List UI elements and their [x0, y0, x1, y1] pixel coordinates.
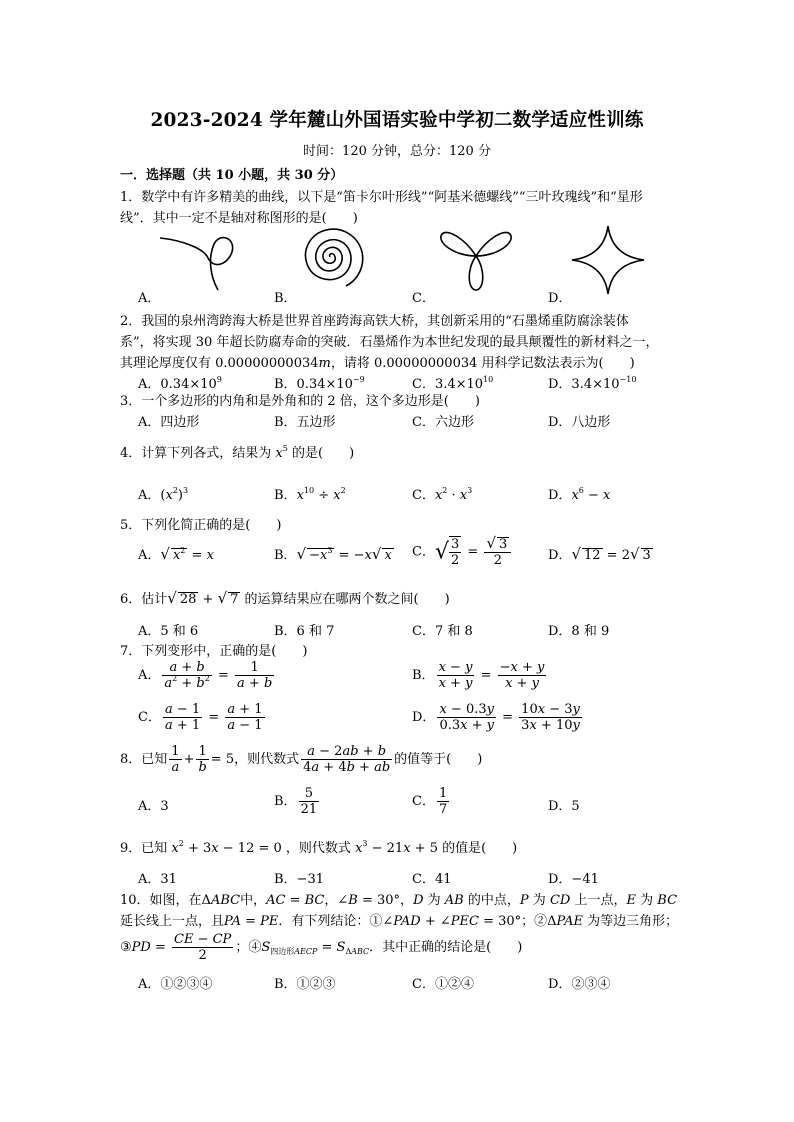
q7-option-c-label: C．: [138, 710, 161, 725]
page-title: 2023-2024 学年麓山外国语实验中学初二数学适应性训练: [150, 110, 644, 131]
q2-text-rest: ，请将 0.00000000034 用科学记数法表示为( ): [330, 356, 635, 371]
q5-option-d-label: D．: [548, 548, 572, 563]
q10-text-3b: ；④: [235, 940, 262, 955]
q7-option-c[interactable]: C． $\frac{a - 1}{a + 1}$ = $\frac{a + 1}{a - 1}$: [138, 702, 263, 733]
q8-option-b-label: B．: [274, 794, 297, 809]
q4-stem-rest: 的是( ): [292, 446, 355, 461]
q3-option-b[interactable]: B．五边形: [274, 415, 336, 430]
q2-stem-line3: [120, 352, 635, 371]
q10-quad-subscript: 四边形: [270, 947, 295, 956]
q5-option-c[interactable]: C．√ $\frac{3}{2}$ = $\frac{√ 3}{2}$: [412, 536, 513, 568]
q5-option-d[interactable]: D．√ 12 = 2√ 3: [548, 545, 651, 563]
q4-option-b[interactable]: B．$x^{10} \div x^2$: [274, 486, 346, 503]
q2-option-c-text: C．3.4×10: [412, 377, 484, 392]
q10-option-b[interactable]: B．①②③: [274, 977, 336, 992]
q9-stem-mid: ，则代数式: [285, 841, 351, 856]
q10-text-3c: ．其中正确的结论是( ): [369, 940, 523, 955]
q8-stem: 8．已知 $\frac{1}{a}$ + $\frac{1}{b}$ = 5，则代数式 $\frac{a - 2ab + b}{4a + 4b + ab}$ 的值等于( ): [120, 744, 483, 775]
q4-option-a-label: A．: [138, 488, 161, 503]
q1-stem-line2: 线”．其中一定不是轴对称图形的是( ): [120, 211, 358, 226]
q4-option-c-label: C．: [412, 488, 435, 503]
q1-option-a[interactable]: A．: [138, 291, 161, 306]
folium-curve-figure: [158, 226, 248, 292]
q10-text-1e: 为: [427, 893, 441, 908]
q2-option-a-exp: 9: [216, 375, 222, 384]
q9-stem-text: 9．已知: [120, 841, 168, 856]
q1-option-b[interactable]: B．: [274, 291, 297, 306]
q7-option-d-label: D．: [412, 710, 436, 725]
q10-text-2a: 延长线上一点，且: [120, 914, 225, 929]
q5-option-b-label: B．: [274, 548, 297, 563]
q10-stem-line3: ③PD = $\frac{CE - CP}{2}$ ；$④S_{四边形AECP} = S_{\Delta ABC}$．其中正确的结论是( ): [120, 932, 523, 963]
q10-option-d[interactable]: D．②③④: [548, 977, 611, 992]
q6-stem-text: 6．估计: [120, 592, 168, 607]
q3-stem: 3．一个多边形的内角和是外角和的 2 倍，这个多边形是( ): [120, 394, 480, 409]
q10-option-c[interactable]: C．①②④: [412, 977, 474, 992]
q5-option-b[interactable]: B．√ $-x^3 = -x√$ x: [274, 545, 392, 563]
q6-option-d[interactable]: D．8 和 9: [548, 624, 610, 639]
q6-option-b[interactable]: B．6 和 7: [274, 624, 335, 639]
q2-option-c-exp: 10: [483, 375, 494, 384]
q7-option-a-label: A．: [138, 668, 161, 683]
q10-text-1h: 上一点，: [574, 893, 627, 908]
q2-option-b-text: B．0.34×10: [274, 377, 353, 392]
q8-option-d[interactable]: D．5: [548, 799, 580, 814]
q9-option-a[interactable]: A．31: [138, 872, 177, 887]
q4-stem: 4．计算下列各式，结果为 $x^5$ 的是( ): [120, 444, 355, 461]
q2-option-b-exp: −9: [352, 375, 365, 384]
q10-text-3a: ③: [120, 940, 132, 955]
q8-stem-rest: 的值等于( ): [394, 752, 483, 767]
spiral-curve-figure: [292, 220, 368, 294]
q8-option-c[interactable]: C． $\frac{1}{7}$: [412, 786, 448, 817]
q6-option-c[interactable]: C．7 和 8: [412, 624, 473, 639]
q4-option-d-label: D．: [548, 488, 572, 503]
q8-option-b[interactable]: B． $\frac{5}{21}$: [274, 786, 318, 817]
q8-stem-mid: ，则代数式: [234, 752, 300, 767]
q7-option-a[interactable]: A． $\frac{a + b}{a^2 + b^2}$ = $\frac{1}{a + b}$: [138, 660, 273, 691]
q9-option-c[interactable]: C．41: [412, 872, 452, 887]
q6-stem-rest: 的运算结果应在哪两个数之间( ): [244, 592, 450, 607]
q8-stem-text: 8．已知: [120, 752, 168, 767]
q2-stem-line2: 系”，将实现 30 年超长防腐寿命的突破．石墨烯作为本世纪发现的最具颠覆性的新材料之一，: [120, 335, 659, 350]
q9-option-b[interactable]: B．−31: [274, 872, 324, 887]
q10-text-1f: 的中点，: [467, 893, 520, 908]
q3-option-c[interactable]: C．六边形: [412, 415, 474, 430]
q6-stem: 6．估计√ 28 + √ 7 的运算结果应在哪两个数之间( ): [120, 589, 450, 607]
q2-stem-line1: 2．我国的泉州湾跨海大桥是世界首座跨海高铁大桥，其创新采用的“石墨烯重防腐涂装体: [120, 314, 629, 329]
q4-option-c[interactable]: C．$x^2 \cdot x^3$: [412, 486, 473, 503]
exam-info: 时间：120 分钟，总分：120 分: [303, 144, 491, 159]
q4-option-b-label: B．: [274, 488, 297, 503]
q10-text-2d: 为等边三角形；: [587, 914, 679, 929]
q9-option-d[interactable]: D．−41: [548, 872, 599, 887]
q2-text: 其理论厚度仅有 0.00000000034: [120, 356, 319, 371]
q2-option-d-text: D．3.4×10: [548, 377, 620, 392]
q9-stem-rest: 的值是( ): [442, 841, 518, 856]
q3-option-a[interactable]: A．四边形: [138, 415, 200, 430]
section-heading: 一．选择题（共 10 小题，共 30 分）: [120, 168, 344, 183]
q10-text-1d: ，: [400, 893, 414, 908]
three-leaf-rose-figure: [436, 222, 516, 294]
q10-text-2c: ；②: [521, 914, 548, 929]
q5-stem: 5．下列化简正确的是( ): [120, 518, 282, 533]
q4-option-d[interactable]: D．$x^6 - x$: [548, 486, 611, 503]
q1-option-c[interactable]: C．: [412, 291, 435, 306]
q7-option-d[interactable]: D． $\frac{x - 0.3y}{0.3x + y}$ = $\frac{10x - 3y}{3x + 10y}$: [412, 702, 580, 733]
q2-option-d[interactable]: [548, 373, 636, 392]
q6-option-a[interactable]: A．5 和 6: [138, 624, 199, 639]
q2-option-d-exp: −10: [619, 375, 637, 384]
q10-text-1b: 中，: [240, 893, 267, 908]
q10-text-1c: ，: [324, 893, 338, 908]
q10-text-2b: ．有下列结论：①: [278, 914, 383, 929]
q4-option-a[interactable]: A．$(x^2)^3$: [138, 486, 189, 503]
q10-text-1g: 为: [532, 893, 546, 908]
q7-option-b[interactable]: B． $\frac{x - y}{x + y}$ = $\frac{-x + y}{x + y}$: [412, 660, 545, 691]
q5-option-a[interactable]: A．√ $x^2 = x$: [138, 545, 214, 563]
q5-option-a-label: A．: [138, 548, 161, 563]
q10-option-a[interactable]: A．①②③④: [138, 977, 213, 992]
q10-stem-line1: 10．如图，在ΔABC中，AC = BC，∠B = 30°，D 为 AB 的中点，P 为 CD 上一点，E 为 BC: [120, 893, 678, 908]
q10-text-1i: 为: [640, 893, 654, 908]
q7-option-b-label: B．: [412, 668, 435, 683]
q5-option-c-label: C．: [412, 544, 435, 560]
q4-stem-text: 4．计算下列各式，结果为: [120, 446, 272, 461]
q2-option-a-text: A．0.34×10: [138, 377, 217, 392]
q10-stem-line2: 延长线上一点，且PA = PE．有下列结论：①∠PAD + ∠PEC = 30°；②ΔPAE 为等边三角形；: [120, 914, 679, 929]
q1-stem-line1: 1．数学中有许多精美的曲线，以下是“笛卡尔叶形线”“阿基米德螺线”“三叶玫瑰线”和“星形: [120, 190, 643, 205]
q2-unit: m: [318, 356, 331, 371]
q8-option-a[interactable]: A．3: [138, 799, 169, 814]
q9-stem: 9．已知 $x^2 + 3x - 12 = 0$ ，则代数式 $x^3 - 21x + 5$ 的值是( ): [120, 839, 518, 856]
q1-option-d[interactable]: D．: [548, 291, 572, 306]
q7-stem: 7．下列变形中，正确的是( ): [120, 644, 308, 659]
q10-text-1a: 10．如图，在: [120, 893, 202, 908]
q3-option-d[interactable]: D．八边形: [548, 415, 611, 430]
q8-option-c-label: C．: [412, 794, 435, 809]
astroid-curve-figure: [570, 224, 646, 296]
